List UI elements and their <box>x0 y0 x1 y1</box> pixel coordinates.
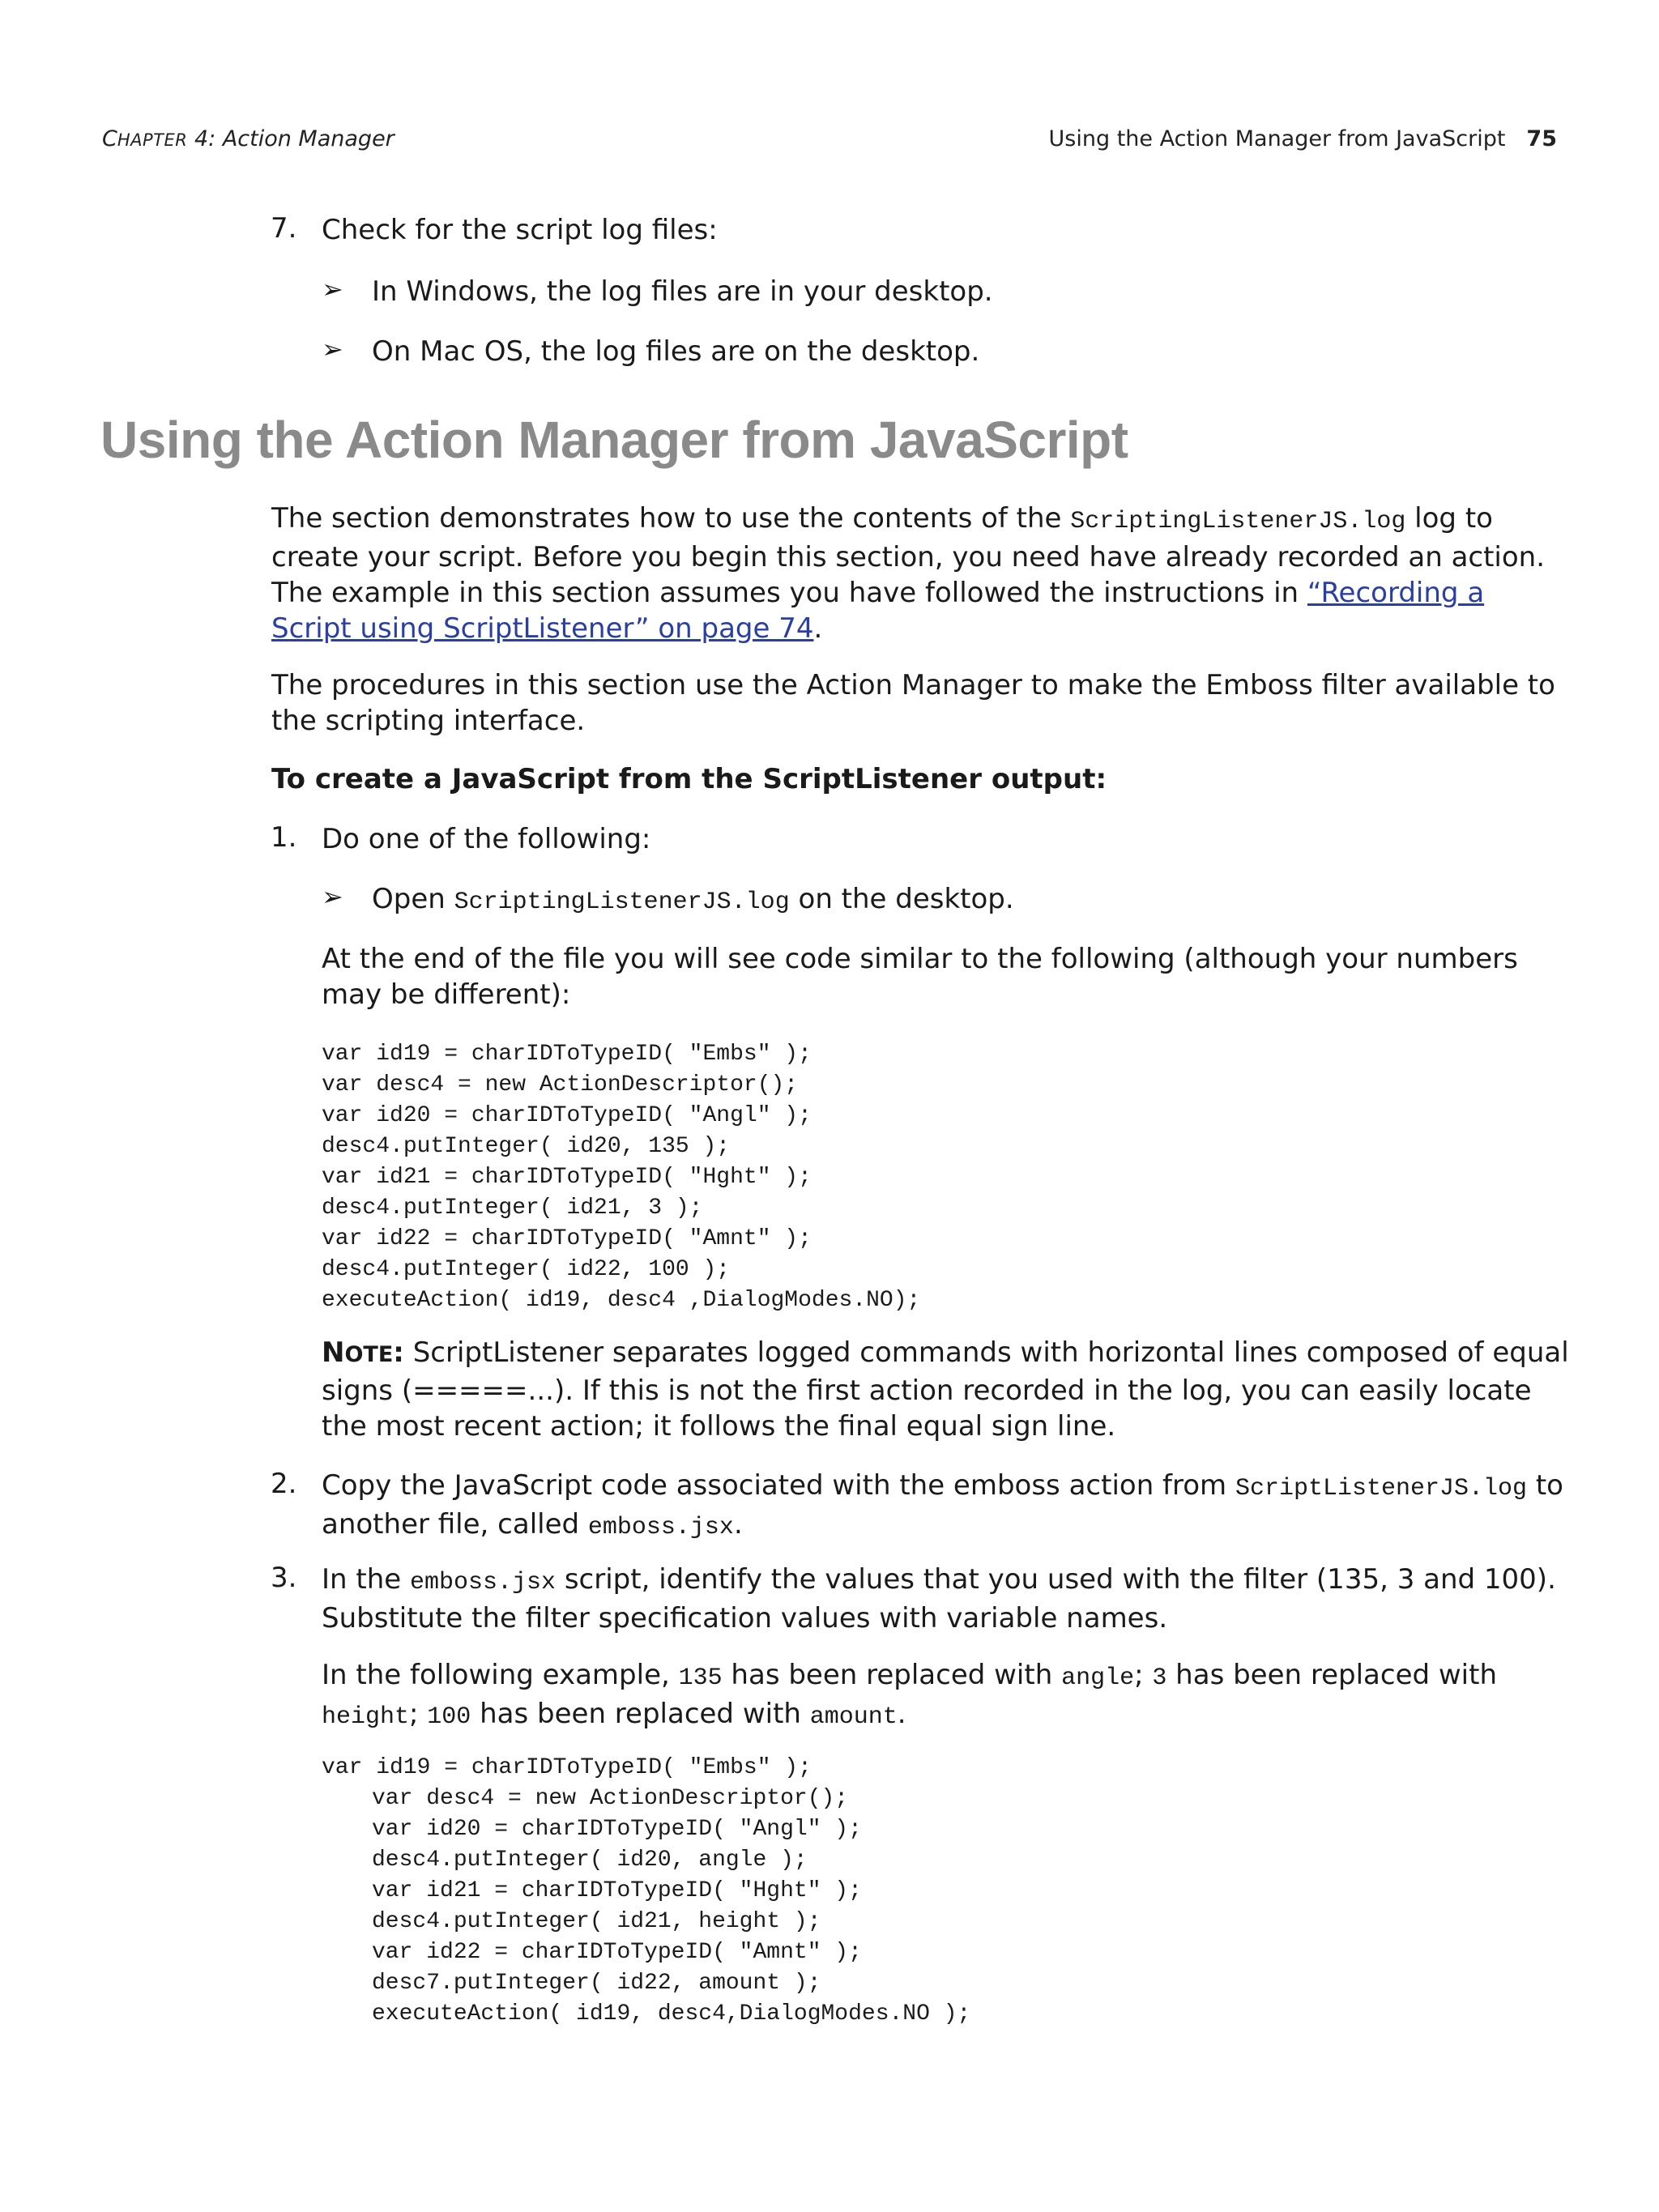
step-7-bullet-windows: In Windows, the log files are in your desktop. <box>372 275 993 308</box>
step-3-text <box>322 1562 1569 1636</box>
step-number-7: 7. <box>271 212 297 245</box>
code-block-1 <box>322 1039 920 1316</box>
code-line: var id19 = charIDToTypeID( "Embs" ); <box>322 1755 812 1780</box>
note-paragraph <box>322 1335 1569 1444</box>
code-line: var id21 = charIDToTypeID( "Hght" ); <box>322 1165 812 1190</box>
intro-paragraph-2: The procedures in this section use the Action Manager to make the Emboss filter available to the scripting interface. <box>271 669 1555 737</box>
code-line: executeAction( id19, desc4,DialogModes.NO ); <box>372 2001 971 2027</box>
bullet-text: on the desktop. <box>789 883 1014 915</box>
code-line: var desc4 = new ActionDescriptor(); <box>372 1786 849 1811</box>
step-text: has been replaced with <box>471 1698 810 1730</box>
step-text: has been replaced with <box>1166 1659 1498 1691</box>
code-line: var desc4 = new ActionDescriptor(); <box>322 1072 799 1097</box>
code-line: executeAction( id19, desc4 ,DialogModes.NO); <box>322 1288 921 1313</box>
header-section-title: Using the Action Manager from JavaScript <box>1048 126 1506 151</box>
code-line: var id20 = charIDToTypeID( "Angl" ); <box>322 1103 812 1128</box>
code-line: desc4.putInteger( id20, 135 ); <box>322 1134 731 1159</box>
note-label-colon: : <box>393 1336 404 1369</box>
chapter-prefix-big: C <box>102 126 117 151</box>
step-1-text: Do one of the following: <box>322 823 651 855</box>
code-line: desc4.putInteger( id22, 100 ); <box>322 1257 731 1282</box>
intro-text: The section demonstrates how to use the contents of the <box>271 502 1071 535</box>
step-number-1: 1. <box>271 821 297 854</box>
step-text: . <box>733 1508 743 1541</box>
code-line: var id19 = charIDToTypeID( "Embs" ); <box>322 1042 812 1067</box>
intro-paragraph-1 <box>271 501 1559 646</box>
note-text: ScriptListener separates logged commands with horizontal lines composed of equal signs (=====...). If this is not the first action recorded in the log, you can easily locate the most recent action; it follows the final equal sign line. <box>322 1336 1569 1443</box>
step-text: script, identify the values that you used with the filter (135, 3 and 100). Substitute the filter specification values with variable names. <box>322 1563 1556 1634</box>
note-label <box>322 1336 404 1369</box>
code-filename: emboss.jsx <box>587 1514 734 1541</box>
procedure-heading: To create a JavaScript from the ScriptListener output: <box>271 763 1107 795</box>
code-filename: ScriptingListenerJS.log <box>1070 508 1406 535</box>
cross-reference-link[interactable]: “Recording a Script using ScriptListener” on page 74 <box>271 577 1485 645</box>
chapter-prefix-small: HAPTER <box>117 130 188 150</box>
step-text: has been replaced with <box>722 1659 1062 1691</box>
step-text: Copy the JavaScript code associated with the emboss action from <box>322 1469 1235 1502</box>
code-inline: amount <box>809 1703 898 1731</box>
code-line: desc7.putInteger( id22, amount ); <box>372 1971 821 1996</box>
code-line: var id22 = charIDToTypeID( "Amnt" ); <box>322 1226 812 1251</box>
code-line: desc4.putInteger( id21, height ); <box>372 1909 821 1934</box>
bullet-arrow-icon: ➢ <box>322 334 343 364</box>
step-text: . <box>897 1698 906 1730</box>
intro-text: log to create your script. Before you begin this section, you need have already recorded an action. The example in this section assumes you have followed the instructions in <box>271 502 1546 609</box>
intro-text: . <box>813 612 823 645</box>
step-2-text <box>322 1468 1569 1545</box>
step-text: In the <box>322 1563 410 1596</box>
step-number-2: 2. <box>271 1468 297 1500</box>
section-heading: Using the Action Manager from JavaScript <box>100 411 1128 469</box>
step-7-text: Check for the script log files: <box>322 214 718 246</box>
code-line: desc4.putInteger( id20, angle ); <box>372 1848 808 1873</box>
code-inline: height <box>322 1703 410 1731</box>
code-filename: emboss.jsx <box>410 1569 557 1596</box>
note-label-n: N <box>322 1336 345 1369</box>
page-number: 75 <box>1526 126 1557 151</box>
note-label-ote: OTE <box>344 1342 394 1367</box>
step-text: ; <box>1134 1659 1153 1691</box>
bullet-text: Open <box>372 883 454 915</box>
step-number-3: 3. <box>271 1562 297 1594</box>
code-line: var id21 = charIDToTypeID( "Hght" ); <box>372 1878 862 1903</box>
code-inline: 3 <box>1152 1664 1167 1692</box>
code-inline: 100 <box>427 1703 471 1731</box>
step-text: to another file, called <box>322 1469 1563 1541</box>
code-block-2 <box>322 1753 970 2030</box>
code-block-2-indented <box>322 1784 970 2030</box>
step-1-bullet <box>372 881 1014 920</box>
code-line: desc4.putInteger( id21, 3 ); <box>322 1196 703 1221</box>
step-1-paragraph: At the end of the file you will see code similar to the following (although your numbers may be different): <box>322 943 1518 1011</box>
bullet-arrow-icon: ➢ <box>322 881 343 912</box>
running-header-section <box>1049 126 1557 151</box>
code-line: var id20 = charIDToTypeID( "Angl" ); <box>372 1817 862 1842</box>
code-line: var id22 = charIDToTypeID( "Amnt" ); <box>372 1940 862 1965</box>
step-7-bullet-mac: On Mac OS, the log files are on the desktop. <box>372 335 980 368</box>
step-text: In the following example, <box>322 1659 679 1691</box>
code-inline: angle <box>1061 1664 1135 1692</box>
code-inline: 135 <box>678 1664 723 1692</box>
step-3-paragraph <box>322 1657 1569 1735</box>
step-text: ; <box>409 1698 428 1730</box>
code-filename: ScriptListenerJS.log <box>1235 1475 1528 1502</box>
code-filename: ScriptingListenerJS.log <box>454 889 790 916</box>
running-header-chapter <box>102 126 394 151</box>
chapter-title: 4: Action Manager <box>187 126 394 151</box>
bullet-arrow-icon: ➢ <box>322 274 343 305</box>
